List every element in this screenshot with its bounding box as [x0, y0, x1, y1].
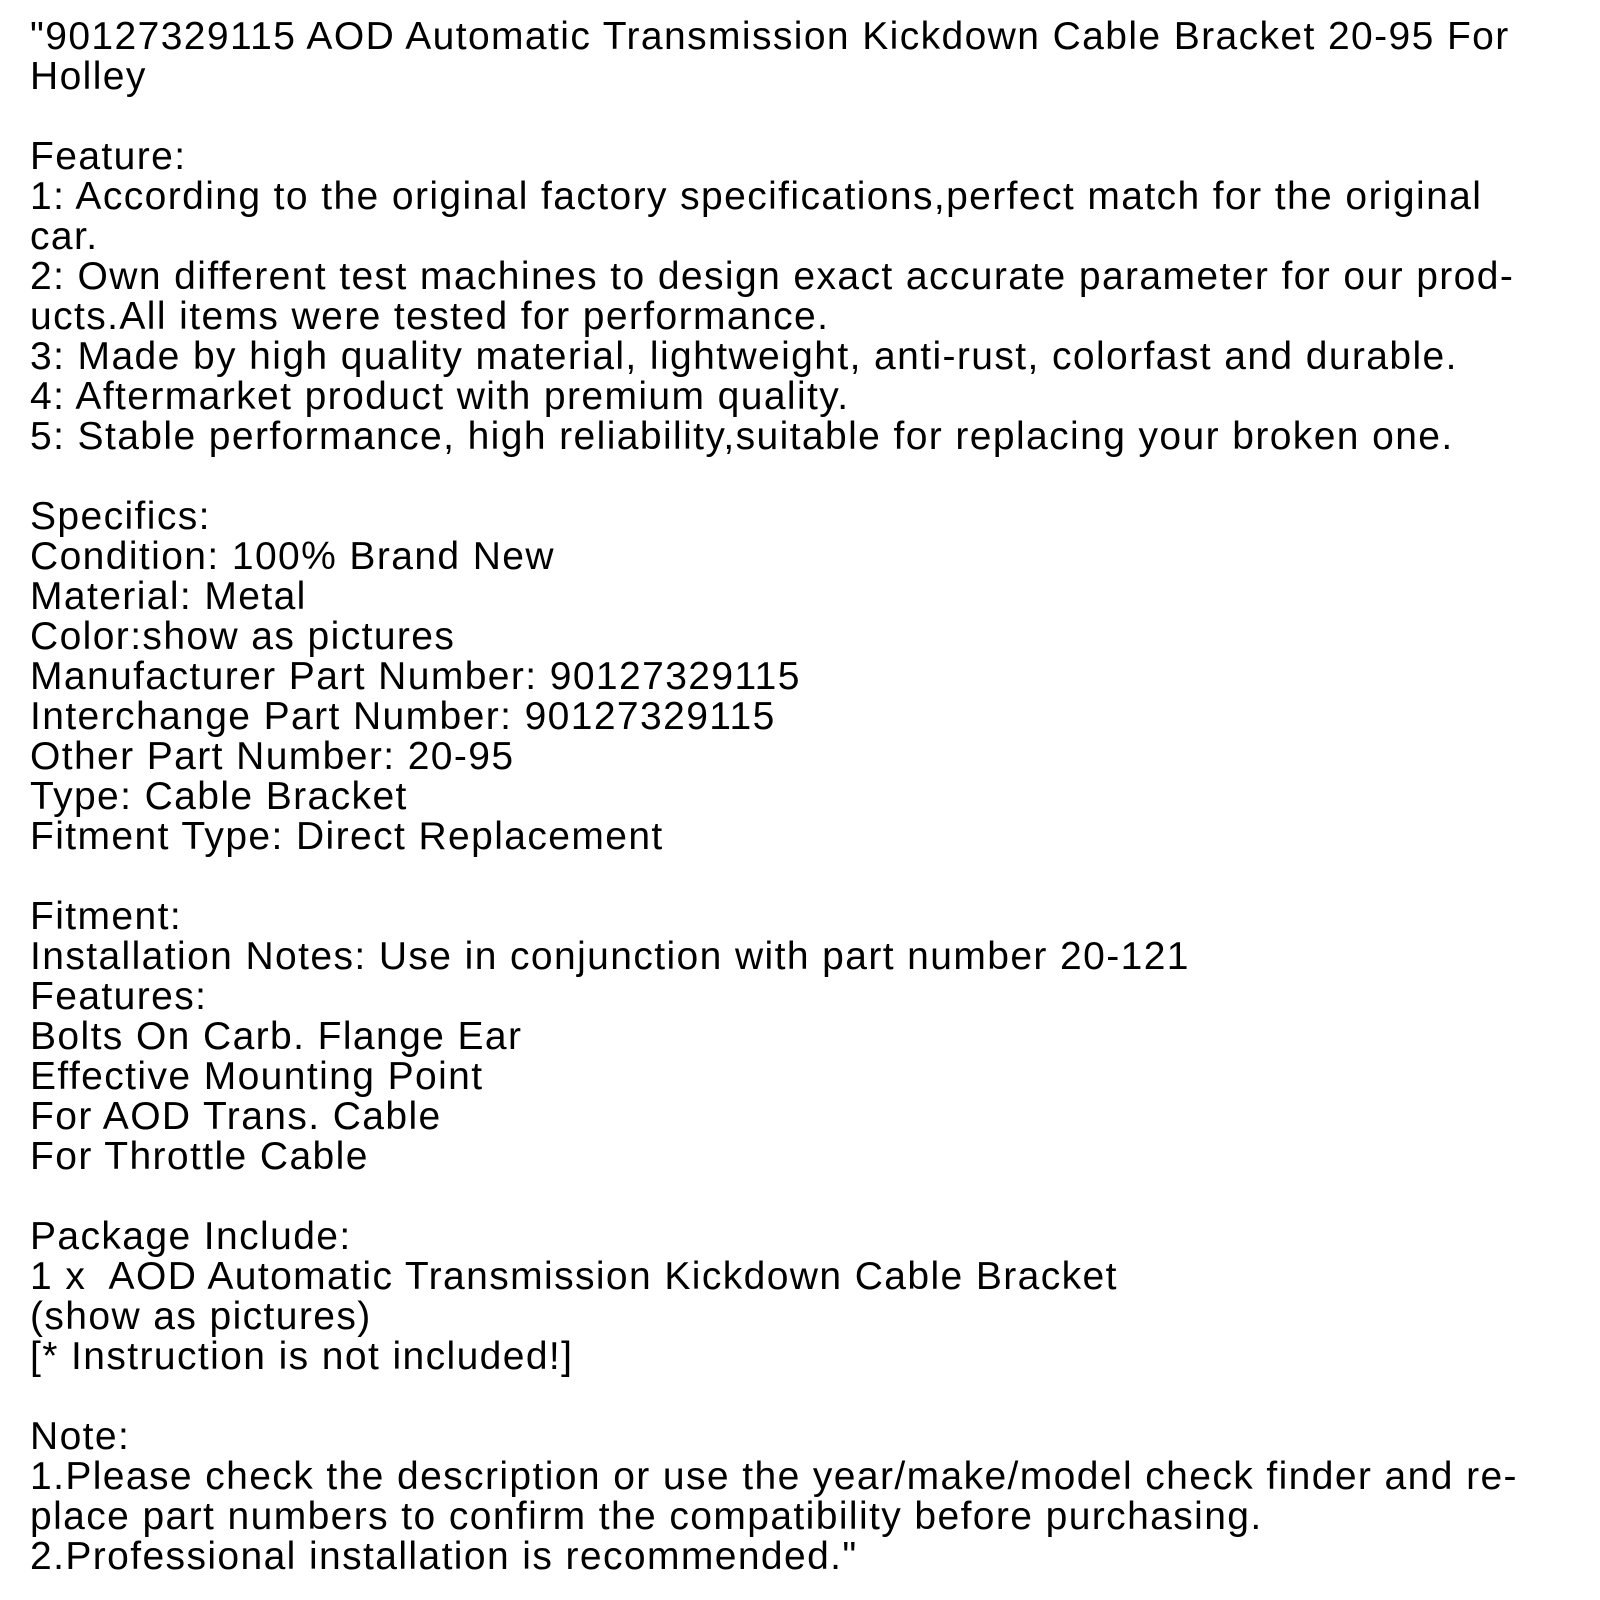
- text-line: Features:: [30, 975, 208, 1018]
- text-line: 2: Own different test machines to design exact accurate parameter for our prod-: [30, 255, 1515, 298]
- text-line: 2.Professional installation is recommended.": [30, 1535, 858, 1578]
- blank-line: [30, 1177, 1580, 1217]
- text-line: Type: Cable Bracket: [30, 775, 408, 818]
- text-line: ucts.All items were tested for performance.: [30, 295, 830, 338]
- text-line: Fitment:: [30, 895, 183, 938]
- text-line: Feature:: [30, 135, 187, 178]
- blank-line: [30, 97, 1580, 137]
- text-line: For AOD Trans. Cable: [30, 1095, 442, 1138]
- text-line: Other Part Number: 20-95: [30, 735, 515, 778]
- text-line: Holley: [30, 55, 147, 98]
- text-line: car.: [30, 215, 99, 258]
- text-line: Manufacturer Part Number: 90127329115: [30, 655, 801, 698]
- blank-line: [30, 857, 1580, 897]
- text-line: For Throttle Cable: [30, 1135, 369, 1178]
- text-line: Effective Mounting Point: [30, 1055, 484, 1098]
- text-line: place part numbers to confirm the compatibility before purchasing.: [30, 1495, 1263, 1538]
- text-line: Fitment Type: Direct Replacement: [30, 815, 664, 858]
- text-line: Package Include:: [30, 1215, 352, 1258]
- text-line: Note:: [30, 1415, 131, 1458]
- text-line: (show as pictures): [30, 1295, 372, 1338]
- text-line: 1: According to the original factory specifications,perfect match for the original: [30, 175, 1483, 218]
- text-line: Material: Metal: [30, 575, 307, 618]
- text-line: 1 x AOD Automatic Transmission Kickdown Cable Bracket: [30, 1255, 1118, 1298]
- text-line: "90127329115 AOD Automatic Transmission Kickdown Cable Bracket 20-95 For: [30, 15, 1510, 58]
- blank-line: [30, 457, 1580, 497]
- text-line: Specifics:: [30, 495, 211, 538]
- text-line: 4: Aftermarket product with premium quality.: [30, 375, 850, 418]
- text-line: Color:show as pictures: [30, 615, 456, 658]
- text-line: Installation Notes: Use in conjunction with part number 20-121: [30, 935, 1190, 978]
- text-line: 3: Made by high quality material, lightweight, anti-rust, colorfast and durable.: [30, 335, 1458, 378]
- text-line: 5: Stable performance, high reliability,suitable for replacing your broken one.: [30, 415, 1454, 458]
- text-line: Interchange Part Number: 90127329115: [30, 695, 776, 738]
- text-line: Bolts On Carb. Flange Ear: [30, 1015, 523, 1058]
- text-line: 1.Please check the description or use the year/make/model check finder and re-: [30, 1455, 1518, 1498]
- text-line: Condition: 100% Brand New: [30, 535, 555, 578]
- blank-line: [30, 1377, 1580, 1417]
- text-line: [* Instruction is not included!]: [30, 1335, 574, 1378]
